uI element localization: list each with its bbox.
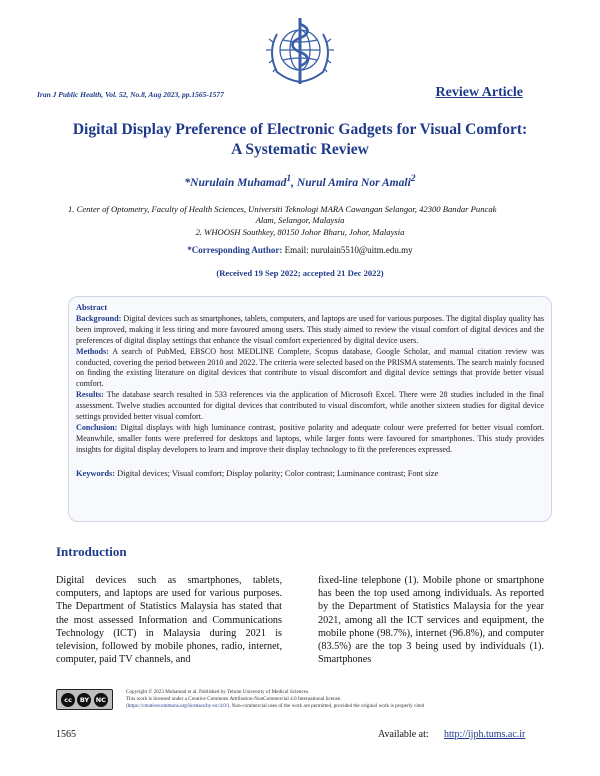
background-text: Digital devices such as smartphones, tablets, computers, and laptops are used for various purposes. The digital display quality has been improved, making it less tiring and more favoured among users. This study aimed to review the visual comfort of digital devices and the preferences of digital display settings that enhance the visual comfort experienced by digital device users. <box>76 313 545 345</box>
keywords-label: Keywords: <box>76 468 116 478</box>
abstract-results <box>76 390 544 423</box>
methods-text: A search of PubMed, EBSCO host MEDLINE Complete, Scopus database, Google Scholar, and manual citation review was conducted, covering the period between 2010 and 2022. The criteria were selected based on the PRISMA statements. The search mainly focused on finding the existing literature on digital devices that contribute to visual discomfort and digital device settings that provide better visual comfort. <box>76 346 544 389</box>
received-dates: (Received 19 Sep 2022; accepted 21 Dec 2022) <box>216 268 384 278</box>
introduction-right-column: fixed-line telephone (1). Mobile phone or smartphone has been the top used among individuals. As reported by the Department of Statistics Malaysia for the year 2021, among all the ICT services and equipment, the mobile phone (98.7%), internet (96.8%), and computer (83.5%) are the top 3 being used by individuals (1). Smartphones <box>318 575 544 666</box>
paper-title <box>40 120 560 160</box>
license-line-3-rest: Non-commercial uses of the work are permitted, provided the original work is properly cited <box>230 703 425 709</box>
journal-logo-icon <box>253 14 347 90</box>
license-line-2: This work is licensed under a Creative Commons Attribution-NonCommercial 4.0 International license. <box>126 696 342 702</box>
nc-icon: NC <box>94 693 108 707</box>
available-at-label: Available at: <box>378 729 429 740</box>
author-2-affiliation: 2 <box>410 173 416 184</box>
cc-icon: cc <box>61 693 75 707</box>
title-line-2: A Systematic Review <box>231 141 369 158</box>
license-line-1: Copyright © 2023 Muhamad et al. Published by Tehran University of Medical Sciences. <box>126 689 310 695</box>
abstract-conclusion <box>76 423 544 456</box>
author-separator: , <box>291 176 297 189</box>
author-1-affiliation: 1 <box>286 173 292 184</box>
license-link[interactable]: (https://creativecommons.org/licenses/by-nc/4.0/). <box>126 703 231 709</box>
keywords-text: Digital devices; Visual comfort; Display polarity; Color contrast; Luminance contrast; Font size <box>117 468 439 478</box>
cc-by-nc-badge-icon[interactable] <box>56 689 113 710</box>
page-number: 1565 <box>56 729 76 740</box>
affiliation-2: 2. WHOOSH Southkey, 80150 Johor Bharu, Johor, Malaysia <box>195 227 405 237</box>
by-icon: BY <box>77 693 91 707</box>
corresponding-author <box>0 245 600 255</box>
results-label: Results: <box>76 390 104 400</box>
abstract-box <box>68 296 552 522</box>
affiliation-1-continued: Alam, Selangor, Malaysia <box>255 215 345 225</box>
abstract-heading: Abstract <box>76 303 108 312</box>
article-type-label: Review Article <box>435 85 523 100</box>
conclusion-label: Conclusion: <box>76 422 118 432</box>
abstract-methods <box>76 347 544 391</box>
affiliation-1: 1. Center of Optometry, Faculty of Health Sciences, Universiti Teknologi MARA Cawangan Selangor, 42300 Bandar Puncak <box>68 204 497 214</box>
author-1: *Nurulain Muhamad <box>184 176 287 189</box>
results-text: The database search resulted in 533 references via the application of Microsoft Excel. There were 28 studies included in the final assessment. Twelve studies accounted for digital devices that contributed to visual discomfort, while another sixteen studies for digital device settings provided better visual comfort. <box>76 390 544 422</box>
corresponding-email[interactable]: Email: nurulain5510@uitm.edu.my <box>284 245 413 255</box>
author-list <box>40 173 560 189</box>
introduction-heading: Introduction <box>56 544 127 559</box>
license-block <box>56 689 546 715</box>
corresponding-label: *Corresponding Author: <box>187 245 283 255</box>
abstract-background <box>76 314 544 347</box>
abstract-keywords <box>76 469 544 480</box>
background-label: Background: <box>76 313 122 323</box>
journal-url-link[interactable]: http://ijph.tums.ac.ir <box>444 729 526 740</box>
methods-label: Methods: <box>76 346 109 356</box>
introduction-left-column: Digital devices such as smartphones, tablets, computers, and laptops are used for various purposes. The Department of Statistics Malaysia has stated that the most assessed Information and Communications Technology (ICT) in Malaysia during 2021 is television, followed by mobile phones, radio, internet, computer, paid TV channels, and <box>56 575 282 666</box>
conclusion-text: Digital displays with high luminance contrast, positive polarity and adequate colour were preferred for better visual comfort. Meanwhile, smaller fonts were preferred for desktops and laptops, while larger fonts were favoured for smartphones. This study provides insights for digital display developers to learn and improve their display technology to fit the preferences expressed. <box>76 422 544 454</box>
journal-citation: Iran J Public Health, Vol. 52, No.8, Aug 2023, pp.1565-1577 <box>37 90 224 99</box>
license-text <box>126 689 546 710</box>
author-2: Nurul Amira Nor Amali <box>296 176 411 189</box>
title-line-1: Digital Display Preference of Electronic Gadgets for Visual Comfort: <box>72 121 528 138</box>
license-line-3 <box>126 703 546 710</box>
